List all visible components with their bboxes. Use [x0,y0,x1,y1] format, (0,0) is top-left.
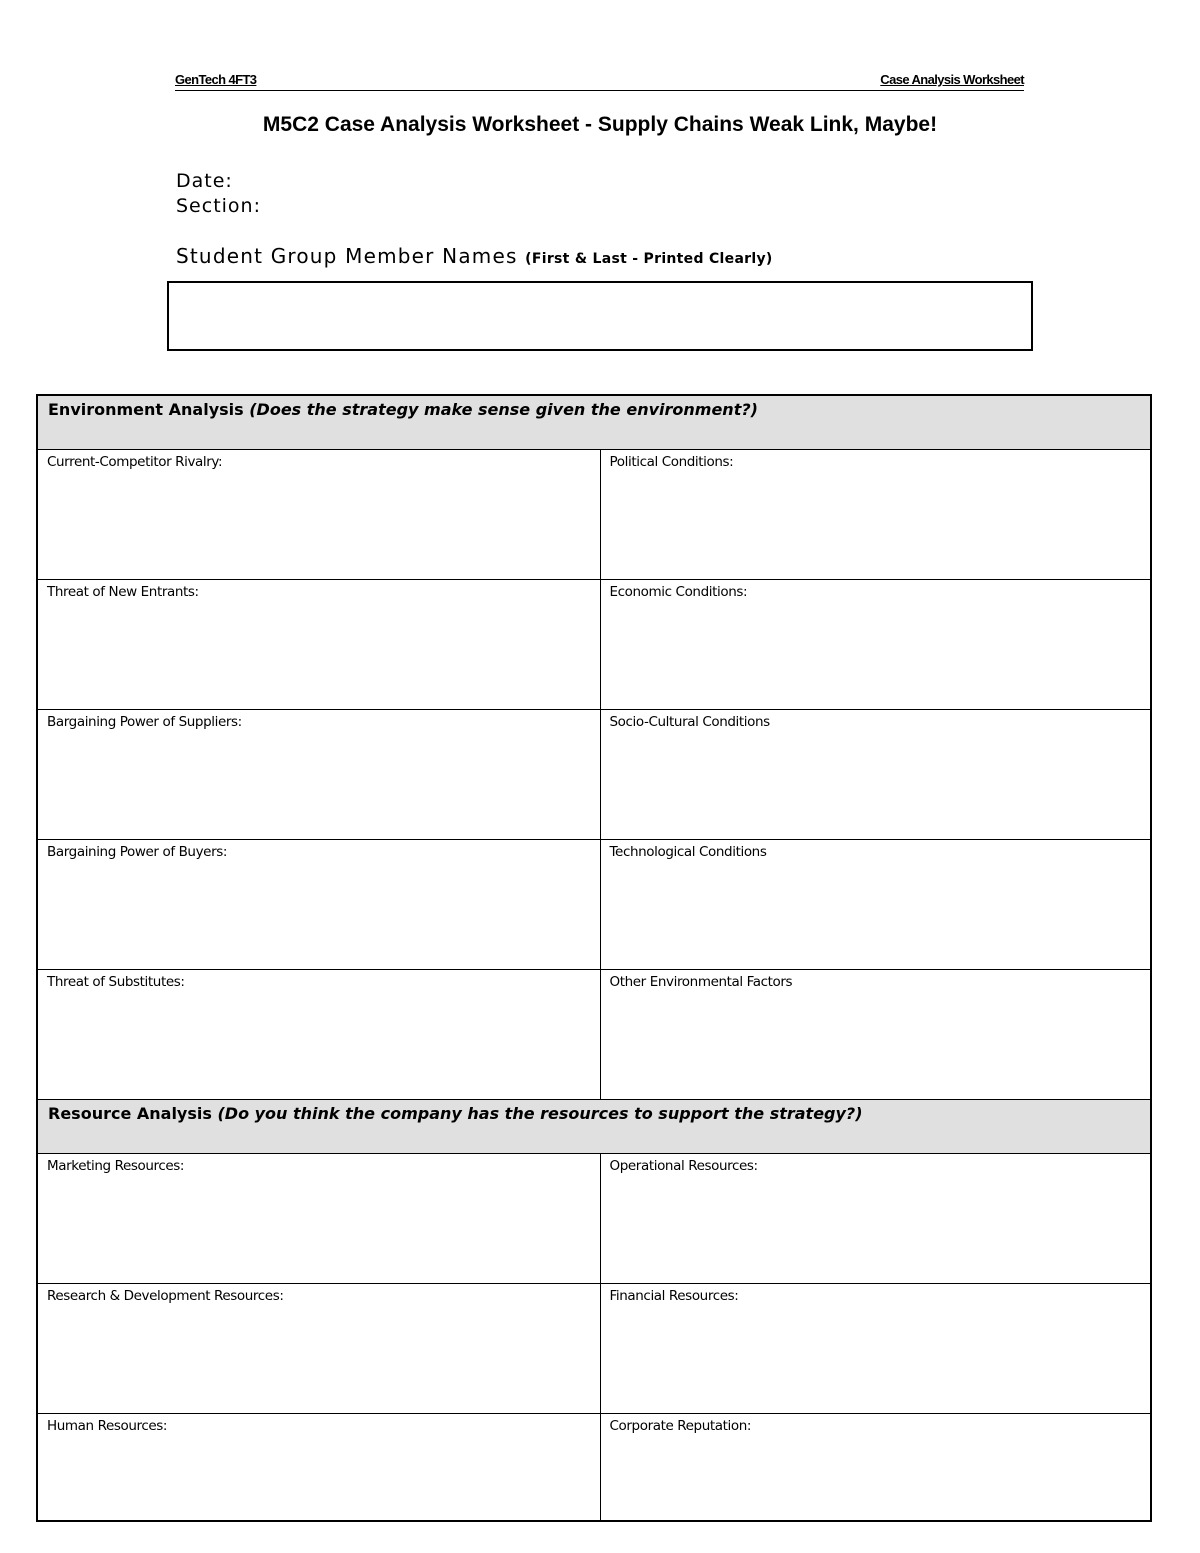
cell-label: Marketing Resources: [47,1158,185,1174]
environment-cell[interactable] [37,450,600,580]
environment-cell[interactable] [37,580,600,710]
cell-label: Research & Development Resources: [47,1288,284,1304]
cell-label: Financial Resources: [609,1288,739,1304]
resource-cell[interactable] [37,1414,600,1522]
environment-cell[interactable] [600,840,1151,970]
resource-cell[interactable] [600,1284,1151,1414]
cell-label: Political Conditions: [609,454,734,470]
cell-label: Socio-Cultural Conditions [609,714,770,730]
environment-cell[interactable] [600,580,1151,710]
table-row [37,450,1151,580]
members-note: (First & Last - Printed Clearly) [525,251,773,267]
resource-cell[interactable] [37,1154,600,1284]
table-row [37,1154,1151,1284]
header-course-code: GenTech 4FT3 [175,72,257,87]
resource-heading: Resource Analysis [48,1104,212,1123]
header-doc-type: Case Analysis Worksheet [880,72,1024,87]
environment-cell[interactable] [600,970,1151,1100]
environment-heading: Environment Analysis [48,400,244,419]
section-label: Section: [176,195,261,217]
analysis-table [36,394,1152,1522]
cell-label: Threat of New Entrants: [47,584,199,600]
environment-question: (Does the strategy make sense given the environment?) [249,400,758,419]
cell-label: Bargaining Power of Suppliers: [47,714,242,730]
document-title: M5C2 Case Analysis Worksheet - Supply Chains Weak Link, Maybe! [262,113,938,136]
cell-label: Other Environmental Factors [609,974,793,990]
resource-cell[interactable] [600,1154,1151,1284]
table-row [37,710,1151,840]
cell-label: Current-Competitor Rivalry: [47,454,223,470]
resource-section-header [37,1100,1151,1154]
table-row [37,1414,1151,1522]
table-row [37,970,1151,1100]
date-label: Date: [176,170,233,192]
page-header [175,70,1024,91]
members-label: Student Group Member Names [176,244,518,268]
cell-label: Economic Conditions: [609,584,748,600]
member-names-box[interactable] [167,281,1033,351]
environment-cell[interactable] [37,970,600,1100]
environment-cell[interactable] [600,450,1151,580]
resource-cell[interactable] [37,1284,600,1414]
cell-label: Technological Conditions [609,844,767,860]
resource-cell[interactable] [600,1414,1151,1522]
environment-cell[interactable] [37,840,600,970]
environment-cell[interactable] [600,710,1151,840]
table-row [37,580,1151,710]
cell-label: Operational Resources: [609,1158,758,1174]
cell-label: Threat of Substitutes: [47,974,185,990]
cell-label: Bargaining Power of Buyers: [47,844,228,860]
environment-section-header [37,395,1151,450]
table-row [37,840,1151,970]
resource-question: (Do you think the company has the resources to support the strategy?) [217,1104,863,1123]
cell-label: Human Resources: [47,1418,168,1434]
environment-cell[interactable] [37,710,600,840]
table-row [37,1284,1151,1414]
members-heading [176,244,773,268]
cell-label: Corporate Reputation: [609,1418,752,1434]
